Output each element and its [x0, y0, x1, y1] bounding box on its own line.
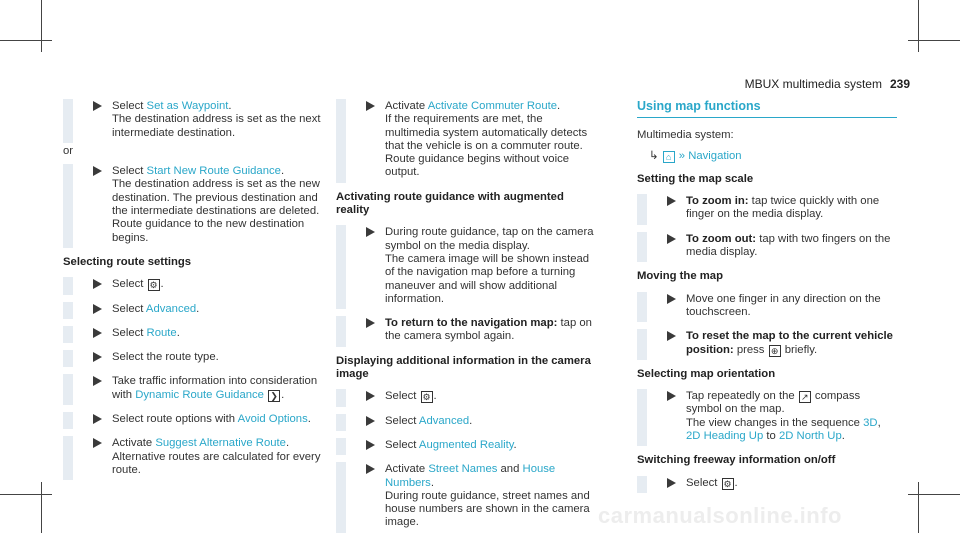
gear-icon: ⚙ [723, 478, 732, 489]
menu-term: Set as Waypoint [146, 100, 229, 112]
section-heading: Switching freeway information on/off [637, 454, 836, 467]
step-arrow-icon [366, 440, 375, 450]
step-arrow-icon [93, 101, 102, 111]
step-item: Move one finger in any direction on the touchscreen. [637, 293, 897, 320]
step-arrow-icon [93, 166, 102, 176]
crop-mark [0, 40, 52, 41]
step-item: Select ⚙ . [63, 278, 323, 291]
target-icon: ⊕ [769, 345, 781, 357]
step-item: Select the route type. [63, 351, 323, 364]
chevron-right-icon: ❯ [268, 390, 280, 402]
step-item: Select ⚙ . [637, 477, 897, 490]
or-text: or [63, 144, 74, 157]
crop-mark [918, 0, 919, 52]
bent-arrow-icon: ↳ [649, 149, 659, 162]
column-3 [637, 100, 897, 501]
crop-mark [908, 40, 960, 41]
nav-menu-label: Navigation [688, 149, 742, 162]
step-item: Activate Street Names and House Numbers. During route guidance, street names and house numbers are shown in the camera image. [336, 463, 596, 529]
step-item: Select Set as Waypoint. The destination address is set as the next intermediate destination. [63, 100, 323, 140]
running-header [745, 77, 910, 91]
step-arrow-icon [93, 304, 102, 314]
step-item: Activate Suggest Alternative Route. Alternative routes are calculated for every route. [63, 437, 323, 477]
step-arrow-icon [93, 279, 102, 289]
step-arrow-icon [667, 234, 676, 244]
step-item: To reset the map to the current vehicle position: press ⊕ briefly. [637, 330, 897, 357]
step-item: To return to the navigation map: tap on the camera symbol again. [336, 317, 596, 344]
section-title: Using map functions [637, 100, 897, 118]
step-arrow-icon [93, 328, 102, 338]
section-heading: Displaying additional information in the camera image [336, 354, 591, 381]
forward-icon: » [678, 149, 686, 162]
step-item: To zoom out: tap with two fingers on the media display. [637, 233, 897, 260]
step-arrow-icon [93, 376, 102, 386]
step-item: Select Route. [63, 327, 323, 340]
header-title: MBUX multimedia system [744, 77, 882, 91]
step-item: Select Advanced. [336, 415, 596, 428]
crop-mark [918, 482, 919, 533]
step-arrow-icon [366, 101, 375, 111]
step-item: Select Start New Route Guidance. The destination address is set as the new destination. The previous destination and the intermediate destinations are deleted. Route guidance to the new destination begins. [63, 165, 323, 245]
step-item: Select route options with Avoid Options. [63, 413, 323, 426]
step-arrow-icon [93, 414, 102, 424]
gear-icon: ⚙ [422, 392, 431, 403]
watermark: carmanualsonline.info [598, 503, 842, 528]
step-arrow-icon [667, 331, 676, 341]
intro-text: Multimedia system: [637, 129, 734, 142]
step-arrow-icon [93, 352, 102, 362]
step-item: Tap repeatedly on the ↗ compass symbol on the map. The view changes in the sequence 3D, 2D Heading Up to 2D North Up. [637, 390, 897, 443]
section-heading: Activating route guidance with augmented reality [336, 190, 564, 217]
section-heading: Setting the map scale [637, 172, 754, 185]
step-item: During route guidance, tap on the camera symbol on the media display. The camera image will be shown instead of the navigation map before a turning maneuver and will show additional information. [336, 226, 596, 306]
step-arrow-icon [667, 196, 676, 206]
step-item: Activate Activate Commuter Route. If the requirements are met, the multimedia system automatically detects that the vehicle is on a commuter route. Route guidance begins without voice output. [336, 100, 596, 180]
step-arrow-icon [667, 294, 676, 304]
step-item: To zoom in: tap twice quickly with one finger on the media display. [637, 195, 897, 222]
page-number: 239 [889, 77, 910, 91]
gear-icon: ⚙ [149, 280, 158, 291]
step-arrow-icon [366, 227, 375, 237]
column-2 [336, 100, 596, 541]
home-icon: ⌂ [663, 151, 675, 163]
crop-mark [0, 494, 52, 495]
crop-mark [908, 494, 960, 495]
compass-icon: ↗ [799, 391, 811, 403]
crop-mark [41, 0, 42, 52]
section-heading: Selecting map orientation [637, 367, 776, 380]
step-arrow-icon [667, 478, 676, 488]
section-heading: Selecting route settings [63, 255, 192, 268]
menu-path [649, 150, 897, 163]
column-1 [63, 100, 323, 488]
step-arrow-icon [667, 391, 676, 401]
step-item: Select Augmented Reality. [336, 439, 596, 452]
crop-mark [41, 482, 42, 533]
menu-term: Start New Route Guidance [146, 165, 281, 178]
step-item: Take traffic information into consideration with Dynamic Route Guidance ❯ . [63, 375, 323, 402]
step-arrow-icon [366, 318, 375, 328]
section-heading: Moving the map [637, 270, 723, 283]
step-arrow-icon [366, 464, 375, 474]
step-item: Select ⚙ . [336, 390, 596, 403]
step-arrow-icon [366, 416, 375, 426]
step-item: Select Advanced. [63, 303, 323, 316]
step-arrow-icon [366, 391, 375, 401]
step-arrow-icon [93, 438, 102, 448]
